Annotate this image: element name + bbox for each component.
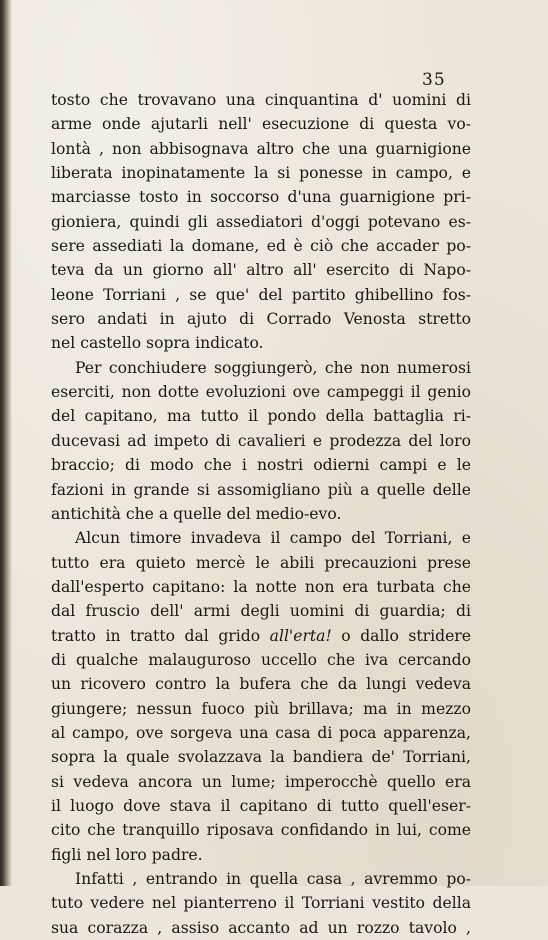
text-line: braccio; di modo che i nostri odierni campi e le [51,456,471,475]
text-line: del capitano, ma tutto il pondo della battaglia ri- [51,407,471,426]
text-line: gioniera, quindi gli assediatori d'oggi potevano es- [51,212,471,231]
text-line: leone Torriani , se que' del partito ghibellino fos- [51,285,471,304]
text-line: sero andati in ajuto di Corrado Venosta stretto [51,310,471,329]
text-line: giungere; nessun fuoco più brillava; ma in mezzo [51,699,471,718]
text-line: lontà , non abbisognava altro che una guarnigione [51,139,471,158]
text-line: sere assediati la domane, ed è ciò che accader po- [51,237,471,256]
page-binding-edge [0,0,12,886]
text-line: Per conchiudere soggiungerò, che non numerosi [75,358,471,377]
text-line: sua corazza , assiso accanto ad un rozzo tavolo , [51,918,471,937]
text-line: sopra la quale svolazzava la bandiera de' Torriani, [51,748,471,767]
text-line: fazioni in grande si assomigliano più a quelle delle [51,480,471,499]
text-line: teva da un giorno all' altro all' esercito di Napo- [51,261,471,280]
text-line: marciasse tosto in soccorso d'una guarnigione pri- [51,188,471,207]
text-line: cito che tranquillo riposava confidando in lui, come [51,821,471,840]
text-line: liberata inopinatamente la si ponesse in campo, e [51,164,471,183]
text-line: antichità che a quelle del medio-evo. [51,504,342,523]
text-line: ducevasi ad impeto di cavalieri e prodezza del loro [51,431,471,450]
text-line: di qualche malauguroso uccello che iva cercando [51,650,471,669]
text-line: tosto che trovavano una cinquantina d' uomini di [51,91,471,109]
text-line: eserciti, non dotte evoluzioni ove campeggi il genio [51,383,471,402]
text-line: il luogo dove stava il capitano di tutto quell'eser- [51,796,471,815]
text-line: Infatti , entrando in quella casa , avremmo po- [75,870,471,888]
text-segment: o dallo stridere [331,626,471,645]
text-line: un ricovero contro la bufera che da lungi vedeva [51,675,471,694]
text-line: dal fruscio dell' armi degli uomini di guardia; di [51,602,471,621]
italic-exclamation: all'erta! [269,626,332,645]
text-line: nel castello sopra indicato. [51,334,264,353]
text-line: tuto vedere nel pianterreno il Torriani vestito della [51,894,471,913]
text-line: dall'esperto capitano: la notte non era turbata che [51,577,471,596]
text-segment: tratto in tratto dal grido [51,626,270,645]
page-number: 35 [422,70,446,90]
text-line: arme onde ajutarli nell' esecuzione di questa vo- [51,115,471,134]
text-line: tutto era quieto mercè le abili precauzioni prese [51,553,471,572]
text-line: figli nel loro padre. [51,845,203,864]
text-line: Alcun timore invadeva il campo del Torriani, e [75,529,471,548]
text-line: al campo, ove sorgeva una casa di poca apparenza, [51,723,471,742]
text-line-with-italic [51,624,471,648]
body-text [51,88,471,940]
text-line: si vedeva ancora un lume; imperocchè quello era [51,772,471,791]
